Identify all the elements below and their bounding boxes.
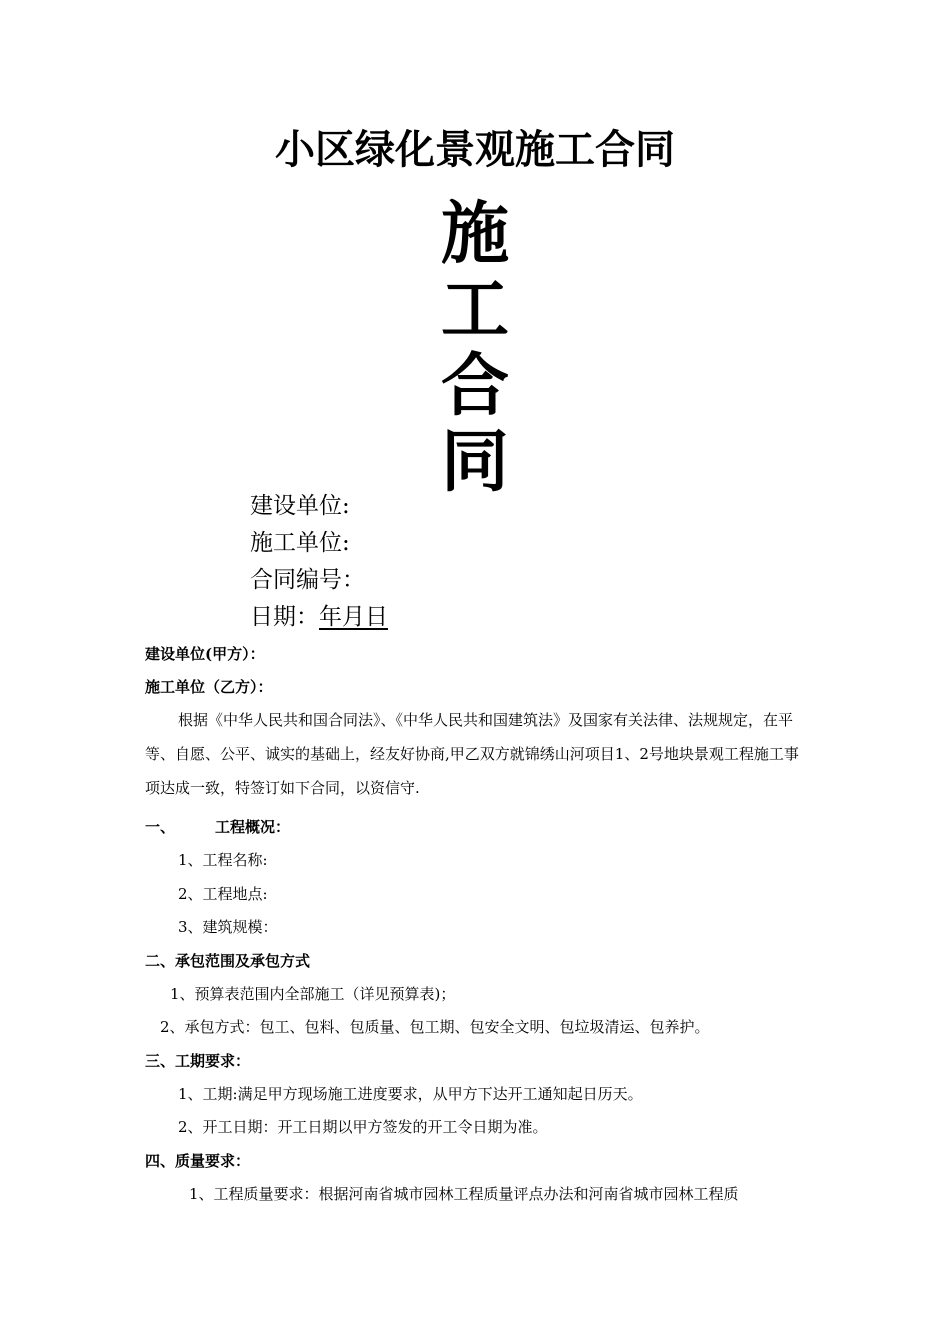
list-item: 1、工期:满足甲方现场施工进度要求，从甲方下达开工通知起日历天。 xyxy=(178,1085,643,1103)
big-title-char-2: 工 xyxy=(440,270,509,350)
big-title-char-1: 施 xyxy=(440,194,509,274)
document-title: 小区绿化景观施工合同 xyxy=(275,126,675,173)
cover-field-builder xyxy=(250,491,350,521)
cover-field-contract-no xyxy=(250,565,365,595)
cover-field-value: 年月日 xyxy=(319,604,388,630)
party-b-line: 施工单位（乙方）： xyxy=(145,678,273,696)
list-item: 2、开工日期：开工日期以甲方签发的开工令日期为准。 xyxy=(178,1118,548,1136)
big-title-char-4: 同 xyxy=(440,422,509,502)
section-heading-1 xyxy=(145,816,290,838)
list-item: 3、建筑规模： xyxy=(178,918,278,936)
section-heading-3: 三、工期要求： xyxy=(145,1052,251,1070)
list-item: 1、工程名称: xyxy=(178,851,268,869)
big-title-char-3: 合 xyxy=(440,346,509,426)
cover-field-label: 建设单位: xyxy=(250,493,350,519)
section-number: 一、 xyxy=(145,818,176,836)
cover-field-label: 日期： xyxy=(250,604,319,630)
list-item: 1、工程质量要求：根据河南省城市园林工程质量评点办法和河南省城市园林工程质 xyxy=(189,1185,739,1203)
section-title: 工程概况： xyxy=(215,818,291,836)
party-a-line: 建设单位(甲方）： xyxy=(145,645,265,663)
list-item: 2、承包方式：包工、包料、包质量、包工期、包安全文明、包垃圾清运、包养护。 xyxy=(160,1018,710,1036)
cover-field-label: 施工单位: xyxy=(250,530,350,556)
section-heading-4: 四、质量要求： xyxy=(145,1152,251,1170)
preamble-paragraph: 根据《中华人民共和国合同法》、《中华人民共和国建筑法》及国家有关法律、法规规定，在平等、自愿、公平、诚实的基础上，经友好协商,甲乙双方就锦绣山河项目1、2号地块景观工程施工事项达成一致，特签订如下合同，以资信守. xyxy=(145,711,799,797)
cover-field-date xyxy=(250,602,388,632)
section-heading-2: 二、承包范围及承包方式 xyxy=(145,952,311,970)
list-item: 2、工程地点: xyxy=(178,885,268,903)
list-item: 1、预算表范围内全部施工（详见预算表)； xyxy=(170,985,456,1003)
cover-field-contractor xyxy=(250,528,350,558)
cover-field-label: 合同编号： xyxy=(250,567,365,593)
